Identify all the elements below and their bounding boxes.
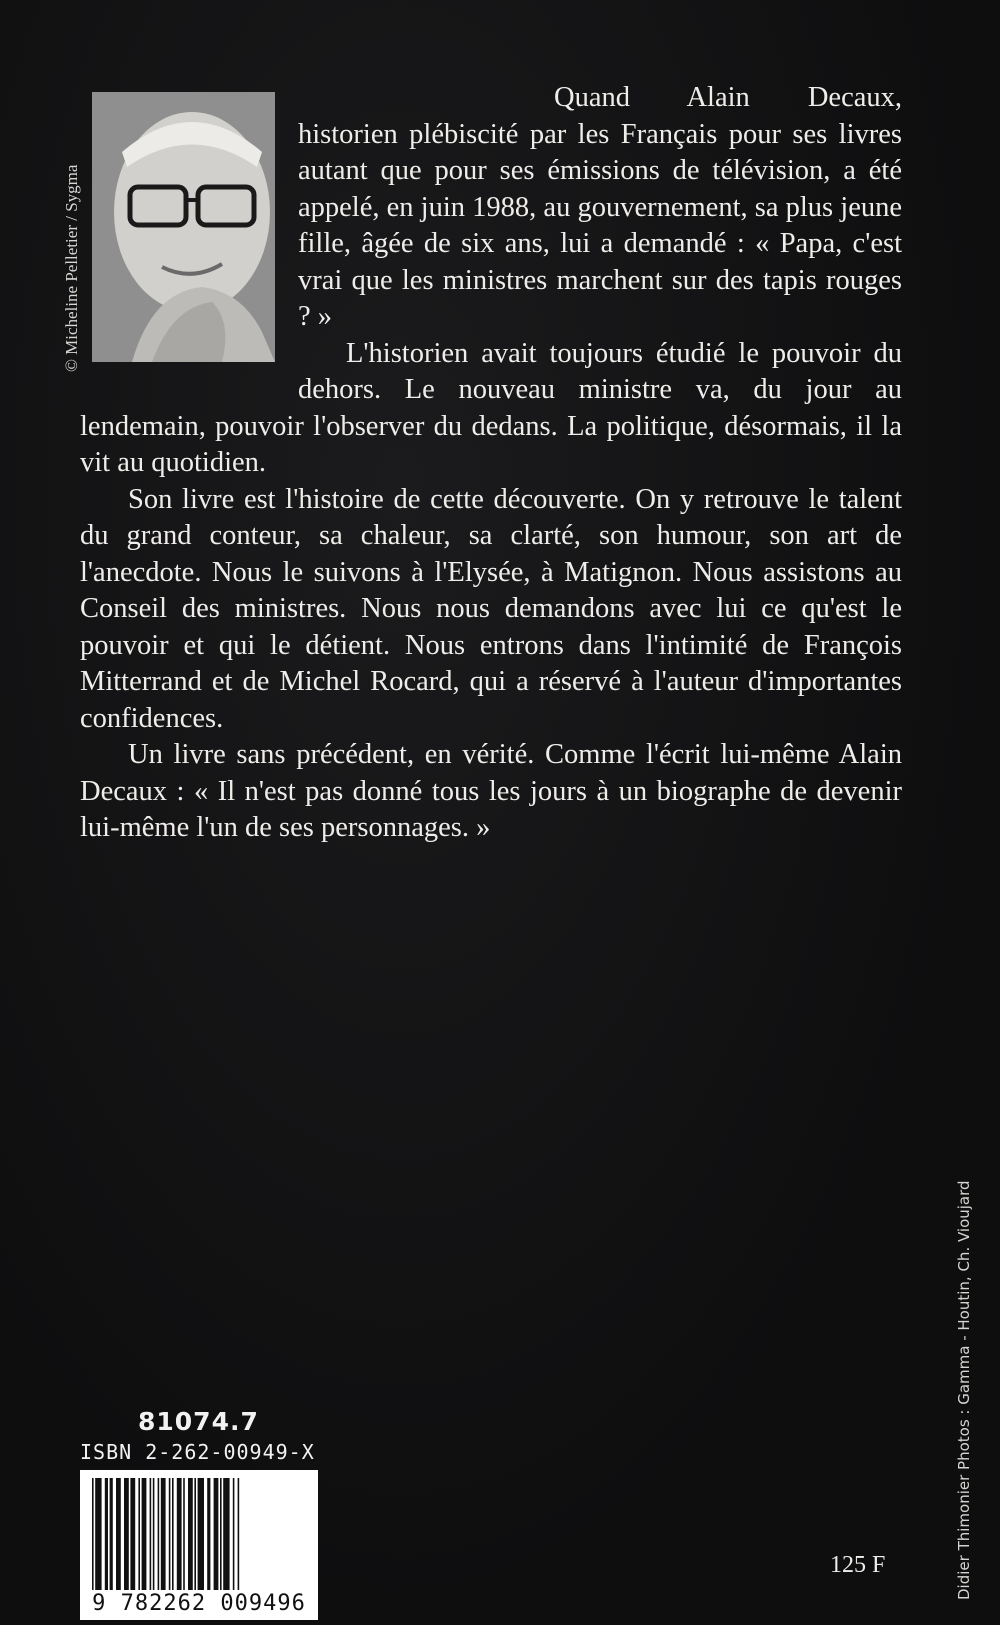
- barcode-bar: [188, 1478, 193, 1590]
- blurb-text: [80, 80, 902, 847]
- blurb-paragraph-4: Un livre sans précédent, en vérité. Comme l'écrit lui-même Alain Decaux : « Il n'est pas donné tous les jours à un biographe de devenir lui-même l'un de ses personnages. »: [80, 739, 902, 843]
- photo-spacer: [80, 80, 298, 405]
- barcode-digits: 9 782262 009496: [92, 1591, 306, 1616]
- barcode-bar: [207, 1478, 210, 1590]
- barcode-bar: [238, 1478, 240, 1590]
- blurb-paragraph-1: Quand Alain Decaux, historien plébiscité par les Français pour ses livres autant que pour ses émissions de télévision, a été appelé, en juin 1988, au gouvernement, sa plus jeune fille, âgée de six ans, lui a demandé : « Papa, c'est vrai que les ministres marchent sur des tapis rouges ? »: [298, 82, 902, 332]
- barcode-bar: [172, 1478, 174, 1590]
- barcode-bar: [95, 1478, 101, 1590]
- barcode-bar: [138, 1478, 140, 1590]
- barcode-bar: [150, 1478, 152, 1590]
- barcode-bar: [158, 1478, 160, 1590]
- barcode-bar: [169, 1478, 171, 1590]
- price: 125 F: [830, 1552, 886, 1578]
- barcode-bar: [116, 1478, 121, 1590]
- barcode-bar: [161, 1478, 166, 1590]
- book-code: 81074.7: [138, 1407, 259, 1436]
- barcode-bar: [110, 1478, 113, 1590]
- barcode-bar: [124, 1478, 129, 1590]
- isbn-label: ISBN 2-262-00949-X: [80, 1440, 315, 1464]
- barcode: [80, 1470, 318, 1620]
- barcode-bar: [223, 1478, 229, 1590]
- photo-credit: © Micheline Pelletier / Sygma: [62, 164, 81, 372]
- publisher-code-block: [80, 1407, 318, 1620]
- barcode-bar: [220, 1478, 222, 1590]
- barcode-bar: [183, 1478, 185, 1590]
- barcode-bar: [233, 1478, 235, 1590]
- barcode-bar: [177, 1478, 182, 1590]
- barcode-bar: [130, 1478, 135, 1590]
- barcode-bar: [198, 1478, 204, 1590]
- barcode-bar: [105, 1478, 108, 1590]
- blurb-paragraph-3: Son livre est l'histoire de cette découverte. On y retrouve le talent du grand conteur, sa chaleur, sa clarté, son humour, son art de l'anecdote. Nous le suivons à l'Elysée, à Matignon. Nous assistons au Conseil des ministres. Nous nous demandons avec lui ce qu'est le pouvoir et qui le détient. Nous entrons dans l'intimité de François Mitterrand et de Michel Rocard, qui a réservé à l'auteur d'importantes confidences.: [80, 483, 902, 734]
- blurb-paragraph-2: L'historien avait toujours étudié le pouvoir du dehors. Le nouveau ministre va, du jour au lendemain, pouvoir l'observer du dedans. La politique, désormais, il la vit au quotidien.: [80, 337, 902, 478]
- barcode-bar: [153, 1478, 155, 1590]
- barcode-bar: [194, 1478, 196, 1590]
- barcode-bars: [88, 1478, 310, 1590]
- barcode-bar: [214, 1478, 219, 1590]
- cover-credit: Didier Thimonier Photos : Gamma - Houtin, Ch. Vioujard: [955, 1180, 973, 1600]
- barcode-bar: [92, 1478, 94, 1590]
- barcode-bar: [142, 1478, 147, 1590]
